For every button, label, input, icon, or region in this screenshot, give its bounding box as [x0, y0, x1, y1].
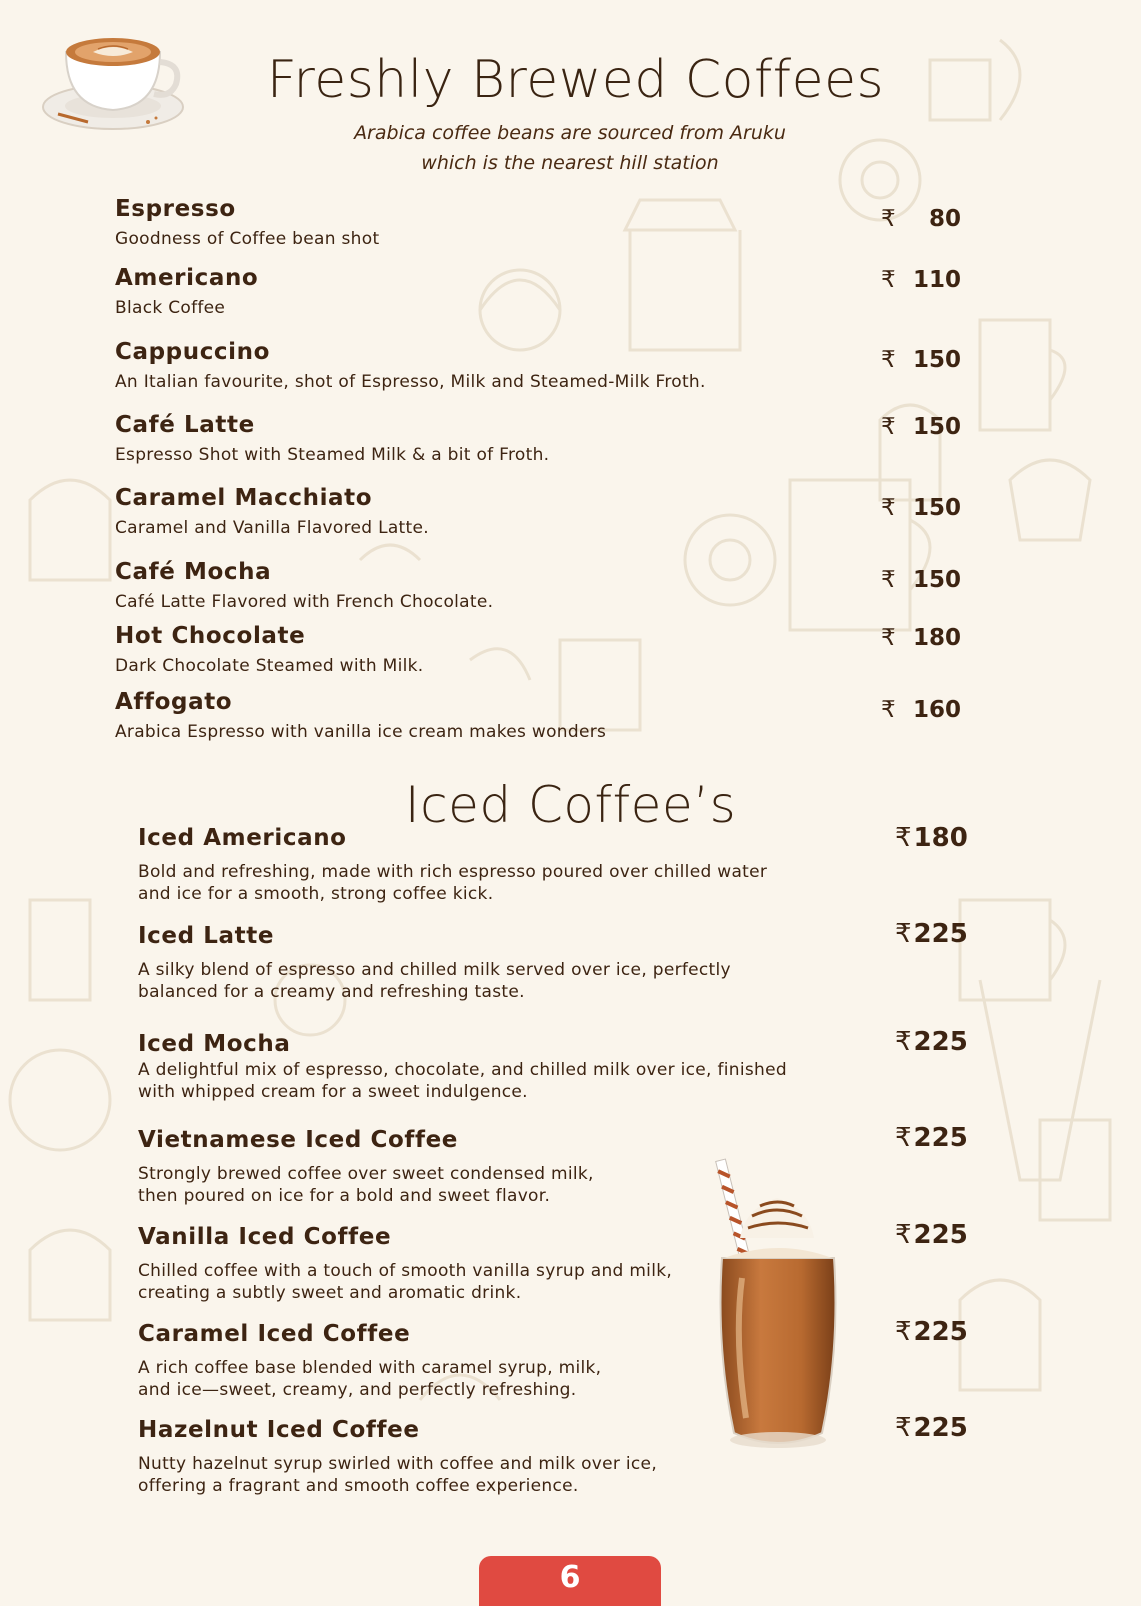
- item-description: Arabica Espresso with vanilla ice cream makes wonders: [115, 722, 607, 742]
- item-price-value: 225: [913, 919, 968, 949]
- item-name: Hazelnut Iced Coffee: [138, 1417, 420, 1443]
- rupee-icon: ₹: [881, 567, 896, 593]
- desc-line: A silky blend of espresso and chilled milk served over ice, perfectly: [138, 960, 731, 980]
- item-description: Goodness of Coffee bean shot: [115, 229, 380, 249]
- iced-coffee-glass-illustration: [712, 1158, 842, 1458]
- item-name: Vanilla Iced Coffee: [138, 1224, 392, 1250]
- item-name: Iced Latte: [138, 923, 275, 949]
- rupee-icon: ₹: [881, 206, 896, 232]
- page-title: [0, 50, 1141, 110]
- item-description: [138, 1059, 858, 1103]
- item-price-value: 160: [912, 697, 961, 723]
- item-price-value: 150: [912, 414, 961, 440]
- item-price: [881, 206, 961, 232]
- item-name: Vietnamese Iced Coffee: [138, 1127, 458, 1153]
- item-description: Café Latte Flavored with French Chocolate.: [115, 592, 494, 612]
- item-price-value: 225: [913, 1027, 968, 1057]
- rupee-icon: ₹: [881, 347, 896, 373]
- item-price: [895, 1027, 968, 1057]
- item-price-value: 180: [913, 823, 968, 853]
- rupee-icon: ₹: [881, 495, 896, 521]
- subtitle-line: which is the nearest hill station: [421, 152, 719, 174]
- item-price-value: 180: [912, 625, 961, 651]
- item-name: Café Latte: [115, 412, 255, 438]
- item-description: [138, 861, 858, 905]
- desc-line: Nutty hazelnut syrup swirled with coffee and milk over ice,: [138, 1454, 658, 1474]
- desc-line: with whipped cream for a sweet indulgence.: [138, 1082, 528, 1102]
- rupee-icon: ₹: [895, 1027, 912, 1057]
- section-title-iced: Iced Coffee’s: [404, 776, 737, 834]
- rupee-icon: ₹: [881, 697, 896, 723]
- item-name: Iced Mocha: [138, 1031, 291, 1057]
- item-price: [881, 567, 961, 593]
- item-price: [895, 919, 968, 949]
- item-name: Café Mocha: [115, 559, 272, 585]
- item-name: Caramel Iced Coffee: [138, 1321, 411, 1347]
- item-price-value: 225: [913, 1413, 968, 1443]
- desc-line: A delightful mix of espresso, chocolate, and chilled milk over ice, finished: [138, 1060, 787, 1080]
- rupee-icon: ₹: [895, 919, 912, 949]
- rupee-icon: ₹: [881, 625, 896, 651]
- item-name: Cappuccino: [115, 339, 271, 365]
- item-price: [895, 1317, 968, 1347]
- desc-line: balanced for a creamy and refreshing taste.: [138, 982, 525, 1002]
- item-description: Dark Chocolate Steamed with Milk.: [115, 656, 424, 676]
- desc-line: A rich coffee base blended with caramel syrup, milk,: [138, 1358, 602, 1378]
- item-description: [138, 959, 858, 1003]
- item-price: [881, 414, 961, 440]
- item-price-value: 150: [912, 567, 961, 593]
- item-description: An Italian favourite, shot of Espresso, Milk and Steamed-Milk Froth.: [115, 372, 706, 392]
- item-price-value: 80: [928, 206, 961, 232]
- page-title-text: Freshly Brewed Coffees: [266, 50, 885, 110]
- item-price-value: 150: [912, 495, 961, 521]
- item-description: Black Coffee: [115, 298, 226, 318]
- item-price: [881, 267, 961, 293]
- item-name: Americano: [115, 265, 259, 291]
- item-price-value: 225: [913, 1220, 968, 1250]
- item-description: Espresso Shot with Steamed Milk & a bit of Froth.: [115, 445, 550, 465]
- item-name: Espresso: [115, 196, 236, 222]
- item-name: Caramel Macchiato: [115, 485, 373, 511]
- rupee-icon: ₹: [895, 1317, 912, 1347]
- subtitle-line: Arabica coffee beans are sourced from Aruku: [354, 122, 786, 144]
- item-price: [895, 1123, 968, 1153]
- item-name: Affogato: [115, 689, 233, 715]
- page-number-tab: 6: [479, 1556, 661, 1606]
- desc-line: then poured on ice for a bold and sweet flavor.: [138, 1186, 551, 1206]
- page-subtitle: [300, 118, 840, 178]
- item-name: Hot Chocolate: [115, 623, 306, 649]
- item-price-value: 150: [912, 347, 961, 373]
- rupee-icon: ₹: [881, 267, 896, 293]
- item-description: [138, 1453, 858, 1497]
- item-price: [895, 823, 968, 853]
- item-name: Iced Americano: [138, 825, 347, 851]
- desc-line: and ice—sweet, creamy, and perfectly refreshing.: [138, 1380, 577, 1400]
- item-price: [895, 1220, 968, 1250]
- rupee-icon: ₹: [895, 1220, 912, 1250]
- desc-line: Strongly brewed coffee over sweet condensed milk,: [138, 1164, 594, 1184]
- item-price: [881, 495, 961, 521]
- rupee-icon: ₹: [881, 414, 896, 440]
- item-price-value: 225: [913, 1123, 968, 1153]
- item-price: [881, 625, 961, 651]
- item-description: Caramel and Vanilla Flavored Latte.: [115, 518, 429, 538]
- item-price: [881, 347, 961, 373]
- rupee-icon: ₹: [895, 823, 912, 853]
- item-price: [895, 1413, 968, 1443]
- rupee-icon: ₹: [895, 1123, 912, 1153]
- desc-line: offering a fragrant and smooth coffee experience.: [138, 1476, 579, 1496]
- rupee-icon: ₹: [895, 1413, 912, 1443]
- item-price-value: 110: [912, 267, 961, 293]
- desc-line: Bold and refreshing, made with rich espresso poured over chilled water: [138, 862, 768, 882]
- desc-line: creating a subtly sweet and aromatic drink.: [138, 1283, 522, 1303]
- item-price-value: 225: [913, 1317, 968, 1347]
- item-price: [881, 697, 961, 723]
- desc-line: and ice for a smooth, strong coffee kick.: [138, 884, 494, 904]
- desc-line: Chilled coffee with a touch of smooth vanilla syrup and milk,: [138, 1261, 673, 1281]
